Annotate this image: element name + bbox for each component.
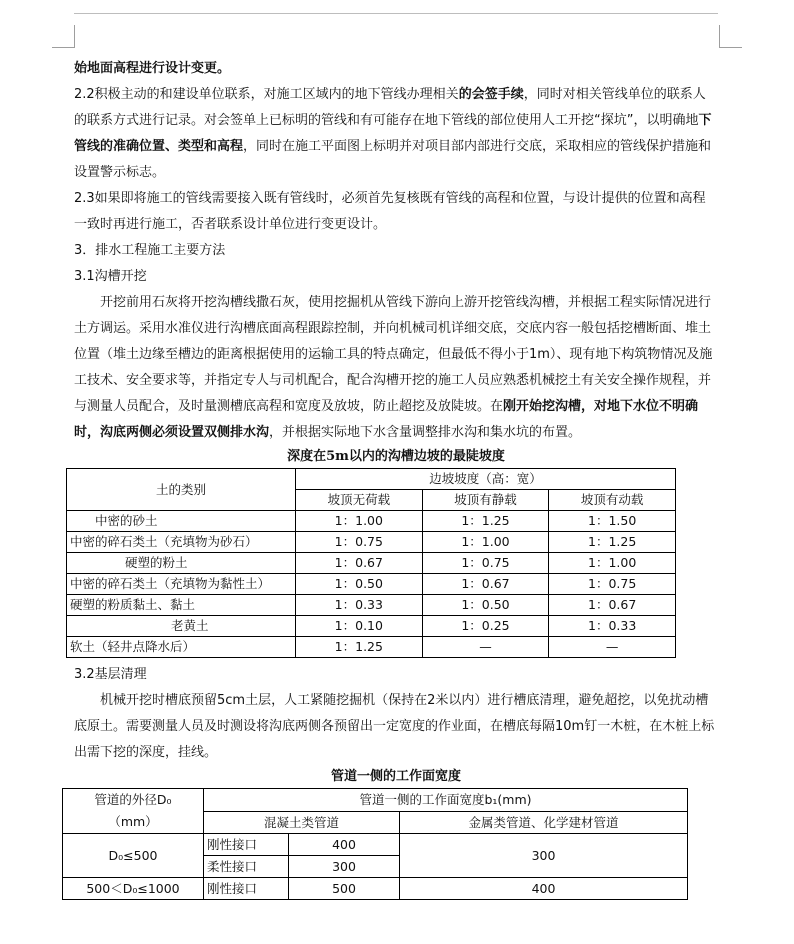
section-heading-3: 3．排水工程施工主要方法 — [74, 243, 226, 258]
table-row — [67, 574, 676, 595]
table-row — [63, 834, 688, 856]
soil-cell: 中密的碎石类土（充填物为砂石） — [67, 532, 296, 553]
soil-cell: 软土（轻井点降水后） — [67, 637, 296, 658]
paragraph-3-1: 开挖前用石灰将开挖沟槽线撒石灰，使用挖掘机从管线下游向上游开挖管线沟槽，并根据工程实际情况进行土方调运。采用水准仪进行沟槽底面高程跟踪控制，并向机械司机详细交底，交底内容一般包括挖槽断面、堆土位置（堆土边缘至槽边的距离根据使用的运输工具的特点确定，但最低不得小于1m）、现有地下构筑物情况及施工技术、安全要求等，并指定专人与司机配合，配合沟槽开挖的施工人员应熟悉机械挖土有关安全操作规程，并与测量人员配合，及时量测槽底高程和宽度及放坡，防止超挖及放陡坡。在刚开始挖沟槽，对地下水位不明确时，沟底两侧必须设置双侧排水沟，并根据实际地下水含量调整排水沟和集水坑的布置。 — [74, 295, 713, 440]
document-body — [70, 56, 718, 900]
table1-head-slope: 边坡坡度（高：宽） — [296, 469, 676, 490]
width-cell: 400 — [289, 834, 400, 856]
table-row — [63, 878, 688, 900]
section-heading-3-1: 3.1沟槽开挖 — [74, 269, 147, 284]
table-row — [67, 616, 676, 637]
paragraph-2-2: 2.2积极主动的和建设单位联系，对施工区域内的地下管线办理相关的会签手续，同时对相关管线单位的联系人的联系方式进行记录。对会签单上已标明的管线和有可能存在地下管线的部位使用人工开挖“探坑”，以明确地下管线的准确位置、类型和高程，同时在施工平面图上标明并对项目部内部进行交底，采取相应的管线保护措施和设置警示标志。 — [74, 87, 712, 180]
slope-cell: — — [422, 637, 549, 658]
slope-cell: 1：0.10 — [296, 616, 423, 637]
width-cell: 300 — [289, 856, 400, 878]
soil-cell: 硬塑的粉质黏土、黏土 — [67, 595, 296, 616]
paragraph-0: 始地面高程进行设计变更。 — [74, 61, 231, 76]
section-heading-3-2: 3.2基层清理 — [74, 667, 147, 682]
metal-width-cell: 400 — [400, 878, 688, 900]
soil-cell: 硬塑的粉土 — [67, 553, 296, 574]
table2-head-concrete: 混凝土类管道 — [204, 811, 400, 834]
table2-head-width: 管道一侧的工作面宽度b₁(mm) — [204, 789, 688, 812]
table-row — [67, 532, 676, 553]
slope-cell: 1：0.67 — [549, 595, 676, 616]
table2-head-metal: 金属类管道、化学建材管道 — [400, 811, 688, 834]
table1-head-soil: 土的类别 — [67, 469, 296, 511]
table2-caption: 管道一侧的工作面宽度 — [330, 769, 461, 784]
width-cell: 500 — [289, 878, 400, 900]
metal-width-cell: 300 — [400, 834, 688, 878]
table1-subhead: 坡顶有动载 — [549, 490, 676, 511]
soil-cell: 老黄土 — [67, 616, 296, 637]
header-rule — [74, 13, 718, 14]
slope-cell: 1：1.25 — [296, 637, 423, 658]
table-row — [67, 637, 676, 658]
slope-cell: 1：0.50 — [296, 574, 423, 595]
slope-cell: 1：0.33 — [549, 616, 676, 637]
joint-cell: 刚性接口 — [204, 878, 289, 900]
table2-head-diameter-line1: 管道的外径D₀ — [94, 792, 172, 807]
soil-cell: 中密的碎石类土（充填物为黏性土） — [67, 574, 296, 595]
paragraph-2-3: 2.3如果即将施工的管线需要接入既有管线时，必须首先复核既有管线的高程和位置，与设计提供的位置和高程一致时再进行施工，否者联系设计单位进行变更设计。 — [74, 191, 706, 232]
margin-corner-mark-right — [719, 25, 742, 48]
table2-head-diameter-line2: （mm） — [108, 814, 158, 829]
work-width-table — [62, 788, 688, 900]
slope-cell: 1：0.67 — [296, 553, 423, 574]
diameter-cell: D₀≤500 — [63, 834, 204, 878]
table2-head-diameter — [63, 789, 204, 834]
slope-cell: 1：1.50 — [549, 511, 676, 532]
slope-table — [66, 468, 676, 658]
slope-cell: 1：1.00 — [549, 553, 676, 574]
table1-subhead: 坡顶无荷载 — [296, 490, 423, 511]
slope-cell: 1：0.75 — [296, 532, 423, 553]
slope-cell: 1：1.00 — [296, 511, 423, 532]
slope-cell: 1：1.25 — [422, 511, 549, 532]
joint-cell: 刚性接口 — [204, 834, 289, 856]
slope-cell: — — [549, 637, 676, 658]
slope-cell: 1：0.25 — [422, 616, 549, 637]
slope-cell: 1：0.75 — [549, 574, 676, 595]
table-row — [67, 511, 676, 532]
slope-cell: 1：0.50 — [422, 595, 549, 616]
table1-subhead: 坡顶有静载 — [422, 490, 549, 511]
margin-corner-mark-left — [52, 25, 75, 48]
table-row — [67, 553, 676, 574]
slope-cell: 1：1.25 — [549, 532, 676, 553]
diameter-cell: 500＜D₀≤1000 — [63, 878, 204, 900]
table1-caption: 深度在5m以内的沟槽边坡的最陡坡度 — [287, 449, 505, 464]
table-row — [67, 595, 676, 616]
joint-cell: 柔性接口 — [204, 856, 289, 878]
paragraph-3-2: 机械开挖时槽底预留5cm土层，人工紧随挖掘机（保持在2米以内）进行槽底清理，避免超挖，以免扰动槽底原土。需要测量人员及时测设将沟底两侧各预留出一定宽度的作业面，在槽底每隔10m钉一木桩，在木桩上标出需下挖的深度，挂线。 — [74, 693, 715, 760]
slope-cell: 1：0.75 — [422, 553, 549, 574]
slope-cell: 1：0.67 — [422, 574, 549, 595]
slope-cell: 1：1.00 — [422, 532, 549, 553]
soil-cell: 中密的砂土 — [67, 511, 296, 532]
slope-cell: 1：0.33 — [296, 595, 423, 616]
